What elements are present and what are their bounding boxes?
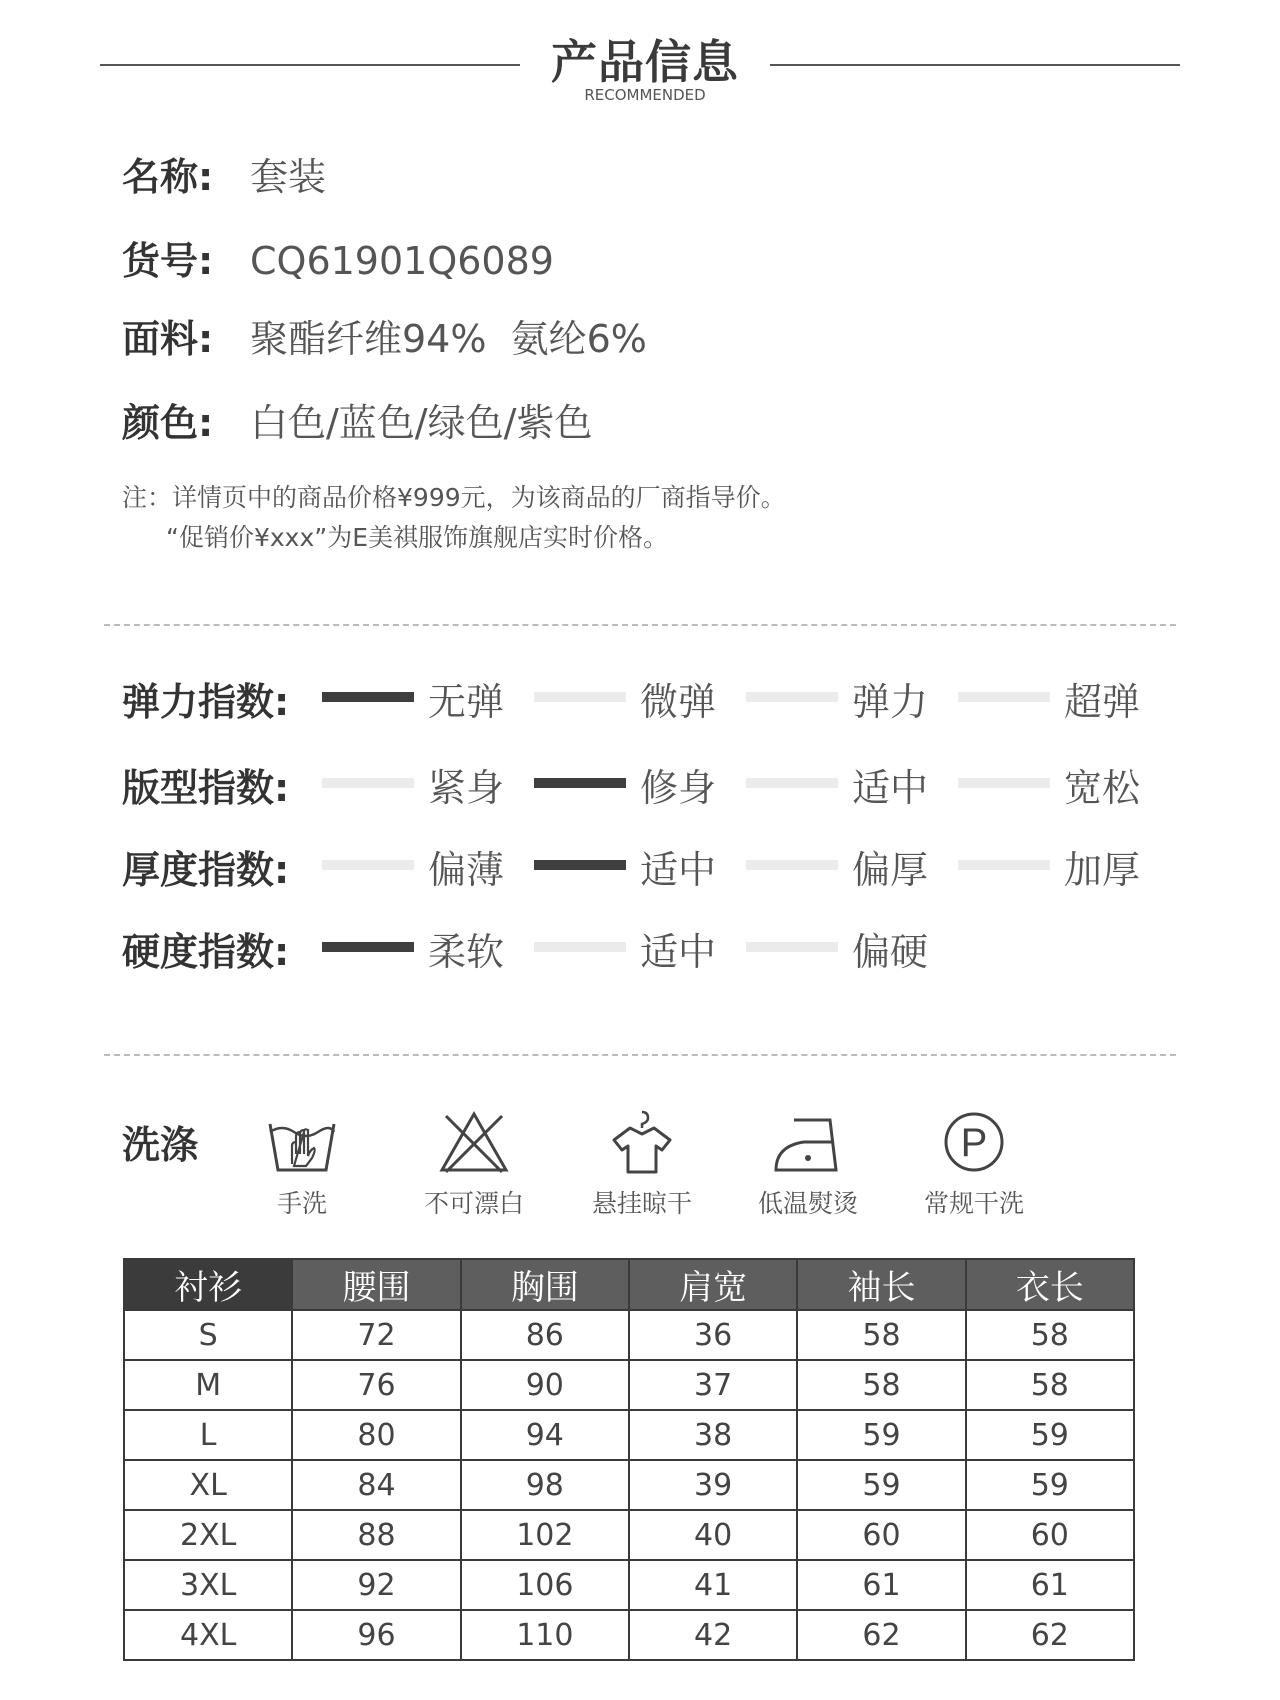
index-bar xyxy=(322,778,414,788)
index-label: 硬度指数: xyxy=(122,930,290,974)
index-option: 修身 xyxy=(640,766,717,810)
size-label-cell: L xyxy=(124,1410,292,1460)
size-value-cell: 40 xyxy=(629,1510,797,1560)
index-option: 超弹 xyxy=(1064,680,1141,724)
index-label: 弹力指数: xyxy=(122,680,290,724)
size-table-header-cell: 腰围 xyxy=(292,1259,460,1310)
size-value-cell: 86 xyxy=(461,1310,629,1360)
size-value-cell: 58 xyxy=(797,1310,965,1360)
index-bar xyxy=(746,778,838,788)
size-table-header-cell: 衣长 xyxy=(966,1259,1134,1310)
info-row-sku xyxy=(122,230,554,285)
info-label: 名称: xyxy=(122,155,214,199)
hand-wash-icon xyxy=(262,1110,342,1180)
index-bar-selected xyxy=(322,942,414,952)
index-option: 宽松 xyxy=(1064,766,1141,810)
size-table-header xyxy=(124,1259,1134,1310)
size-value-cell: 102 xyxy=(461,1510,629,1560)
size-value-cell: 76 xyxy=(292,1360,460,1410)
hang-dry-icon xyxy=(602,1108,682,1178)
index-option: 柔软 xyxy=(428,930,505,974)
dry-clean-icon xyxy=(934,1106,1014,1176)
size-label-cell: XL xyxy=(124,1460,292,1510)
price-note-line1: 注：详情页中的商品价格¥999元，为该商品的厂商指导价。 xyxy=(122,483,786,512)
info-value: 套装 xyxy=(250,155,327,199)
wash-hang-dry-label: 悬挂晾干 xyxy=(591,1189,692,1218)
wash-hand-wash-label: 手洗 xyxy=(276,1189,327,1218)
size-value-cell: 88 xyxy=(292,1510,460,1560)
index-bar-selected xyxy=(322,692,414,702)
size-value-cell: 96 xyxy=(292,1610,460,1660)
size-value-cell: 58 xyxy=(966,1360,1134,1410)
index-option: 偏厚 xyxy=(852,848,929,892)
svg-text:P: P xyxy=(960,1121,988,1165)
size-value-cell: 37 xyxy=(629,1360,797,1410)
index-option: 微弹 xyxy=(640,680,717,724)
table-row xyxy=(124,1460,1134,1510)
table-row xyxy=(124,1610,1134,1660)
size-label-cell: S xyxy=(124,1310,292,1360)
index-bar xyxy=(958,860,1050,870)
size-value-cell: 92 xyxy=(292,1560,460,1610)
size-value-cell: 58 xyxy=(966,1310,1134,1360)
index-option: 适中 xyxy=(640,848,717,892)
index-label: 厚度指数: xyxy=(122,848,290,892)
size-value-cell: 80 xyxy=(292,1410,460,1460)
size-table-header-cell: 胸围 xyxy=(461,1259,629,1310)
size-label-cell: 4XL xyxy=(124,1610,292,1660)
size-value-cell: 106 xyxy=(461,1560,629,1610)
no-bleach-icon xyxy=(434,1108,514,1178)
table-row xyxy=(124,1560,1134,1610)
index-option: 无弹 xyxy=(428,680,505,724)
index-option: 紧身 xyxy=(428,766,505,810)
index-option: 偏薄 xyxy=(428,848,505,892)
info-label: 颜色: xyxy=(122,401,214,445)
low-iron-icon xyxy=(768,1108,848,1178)
info-label: 货号: xyxy=(122,239,214,283)
size-value-cell: 38 xyxy=(629,1410,797,1460)
size-table xyxy=(123,1258,1135,1661)
size-value-cell: 59 xyxy=(797,1410,965,1460)
index-option: 弹力 xyxy=(852,680,929,724)
index-bar xyxy=(534,942,626,952)
size-value-cell: 61 xyxy=(966,1560,1134,1610)
table-row xyxy=(124,1310,1134,1360)
size-label-cell: M xyxy=(124,1360,292,1410)
size-value-cell: 39 xyxy=(629,1460,797,1510)
size-value-cell: 72 xyxy=(292,1310,460,1360)
wash-no-bleach-label: 不可漂白 xyxy=(423,1189,524,1218)
index-bar xyxy=(322,860,414,870)
size-table-header-cell: 衬衫 xyxy=(124,1259,292,1310)
size-label-cell: 2XL xyxy=(124,1510,292,1560)
page-title: 产品信息 xyxy=(551,35,739,89)
size-value-cell: 60 xyxy=(966,1510,1134,1560)
wash-label: 洗涤 xyxy=(122,1123,199,1167)
info-label: 面料: xyxy=(122,317,214,361)
size-value-cell: 41 xyxy=(629,1560,797,1610)
dashed-divider xyxy=(104,1054,1176,1056)
info-row-color xyxy=(122,392,592,447)
index-bar xyxy=(958,778,1050,788)
info-row-fabric xyxy=(122,308,647,363)
index-bar xyxy=(746,942,838,952)
wash-dry-clean-label: 常规干洗 xyxy=(923,1189,1024,1218)
index-option: 适中 xyxy=(852,766,929,810)
size-value-cell: 59 xyxy=(797,1460,965,1510)
size-table-header-cell: 袖长 xyxy=(797,1259,965,1310)
size-value-cell: 58 xyxy=(797,1360,965,1410)
size-value-cell: 62 xyxy=(966,1610,1134,1660)
index-bar-selected xyxy=(534,778,626,788)
index-bar xyxy=(958,692,1050,702)
info-value: 白色/蓝色/绿色/紫色 xyxy=(250,401,593,445)
table-row xyxy=(124,1510,1134,1560)
index-bar xyxy=(746,692,838,702)
info-value: CQ61901Q6089 xyxy=(250,239,554,283)
info-row-name xyxy=(122,146,326,201)
size-table-header-cell: 肩宽 xyxy=(629,1259,797,1310)
size-value-cell: 84 xyxy=(292,1460,460,1510)
table-row xyxy=(124,1360,1134,1410)
header-divider-right xyxy=(770,64,1180,66)
index-option: 适中 xyxy=(640,930,717,974)
size-value-cell: 90 xyxy=(461,1360,629,1410)
size-value-cell: 62 xyxy=(797,1610,965,1660)
header-divider-left xyxy=(100,64,520,66)
size-value-cell: 94 xyxy=(461,1410,629,1460)
table-row xyxy=(124,1410,1134,1460)
index-option: 偏硬 xyxy=(852,930,929,974)
info-value: 聚酯纤维94% 氨纶6% xyxy=(250,317,647,361)
wash-low-iron-label: 低温熨烫 xyxy=(757,1189,858,1218)
index-option: 加厚 xyxy=(1064,848,1141,892)
index-bar-selected xyxy=(534,860,626,870)
price-note-line2: “促销价¥xxx”为E美祺服饰旗舰店实时价格。 xyxy=(166,523,668,552)
index-bar xyxy=(746,860,838,870)
size-value-cell: 98 xyxy=(461,1460,629,1510)
size-value-cell: 60 xyxy=(797,1510,965,1560)
dashed-divider xyxy=(104,624,1176,626)
size-value-cell: 61 xyxy=(797,1560,965,1610)
size-value-cell: 36 xyxy=(629,1310,797,1360)
size-value-cell: 110 xyxy=(461,1610,629,1660)
size-value-cell: 42 xyxy=(629,1610,797,1660)
size-label-cell: 3XL xyxy=(124,1560,292,1610)
index-bar xyxy=(534,692,626,702)
index-label: 版型指数: xyxy=(122,766,290,810)
size-value-cell: 59 xyxy=(966,1460,1134,1510)
page-subtitle: RECOMMENDED xyxy=(584,86,706,104)
size-value-cell: 59 xyxy=(966,1410,1134,1460)
